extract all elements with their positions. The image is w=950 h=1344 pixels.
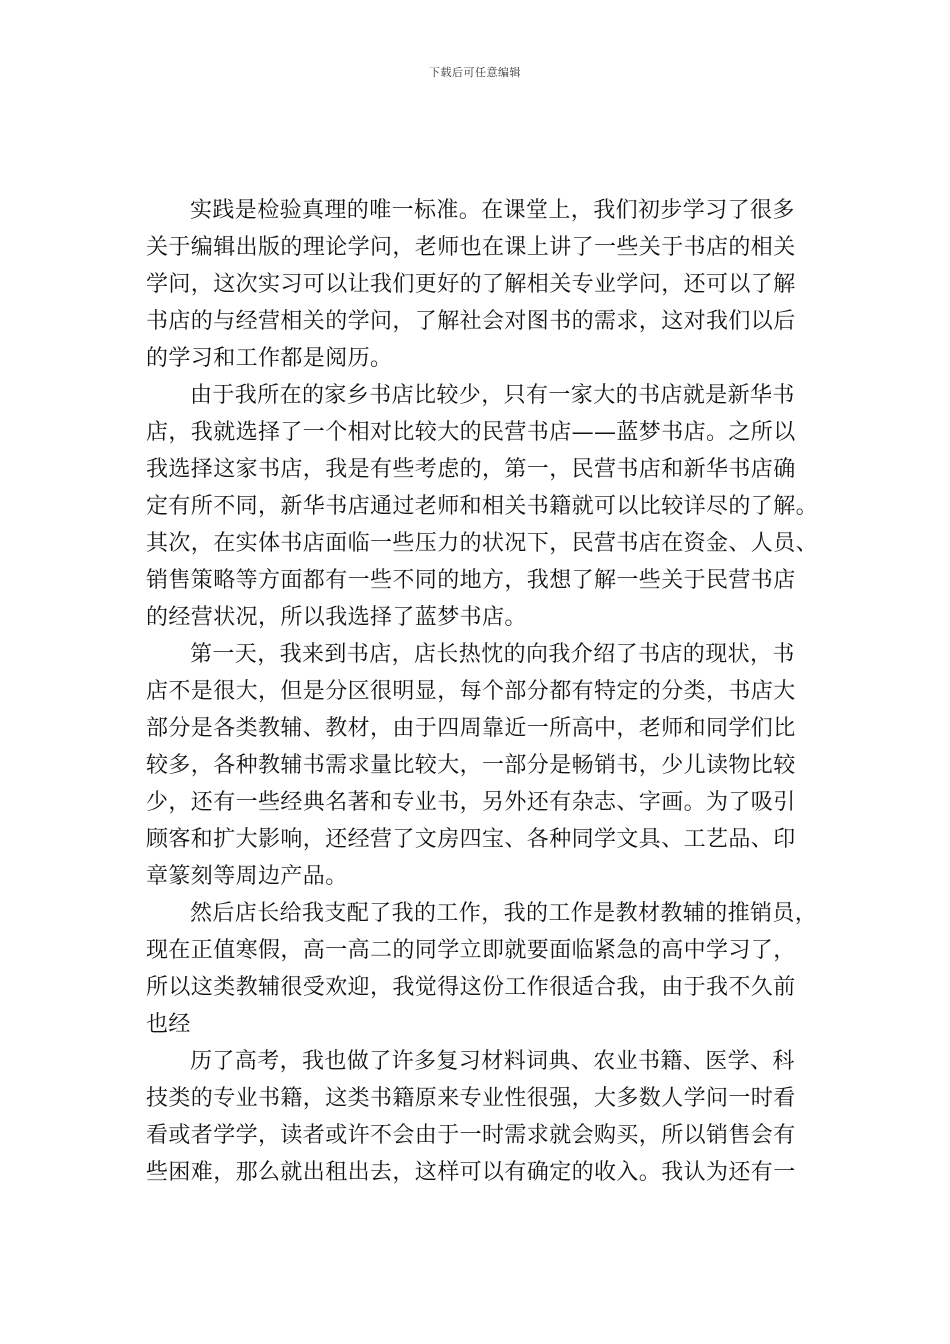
paragraph-2 [146,377,826,636]
text-line: 学问，这次实习可以让我们更好的了解相关专业学问，还可以了解 [146,272,796,297]
text-line: 历了高考，我也做了许多复习材料词典、农业书籍、医学、科 [190,1049,795,1074]
paragraph-5 [146,1043,826,1191]
text-line: 的经营状况，所以我选择了蓝梦书店。 [146,605,527,630]
text-line: 店不是很大，但是分区很明显，每个部分都有特定的分类，书店大 [146,679,796,704]
text-line: 实践是检验真理的唯一标准。在课堂上，我们初步学习了很多 [190,198,795,223]
text-line: 看或者学学，读者或许不会由于一时需求就会购买，所以销售会有 [146,1123,796,1148]
text-line: 销售策略等方面都有一些不同的地方，我想了解一些关于民营书店 [146,568,796,593]
text-line: 关于编辑出版的理论学问，老师也在课上讲了一些关于书店的相关 [146,235,796,260]
text-line: 顾客和扩大影响，还经营了文房四宝、各种同学文具、工艺品、印 [146,827,796,852]
text-line: 现在正值寒假，高一高二的同学立即就要面临紧急的高中学习了， [146,938,796,963]
text-line: 较多，各种教辅书需求量比较大，一部分是畅销书，少儿读物比较 [146,753,796,778]
text-line: 所以这类教辅很受欢迎，我觉得这份工作很适合我，由于我不久前 [146,975,796,1000]
body-text [146,192,826,1191]
paragraph-1 [146,192,826,377]
text-line: 定有所不同，新华书店通过老师和相关书籍就可以比较详尽的了解。 [146,494,819,519]
text-line: 部分是各类教辅、教材，由于四周靠近一所高中，老师和同学们比 [146,716,796,741]
text-line: 第一天，我来到书店，店长热忱的向我介绍了书店的现状，书 [190,642,795,667]
text-line: 其次，在实体书店面临一些压力的状况下，民营书店在资金、人员、 [146,531,819,556]
text-line: 技类的专业书籍，这类书籍原来专业性很强，大多数人学问一时看 [146,1086,796,1111]
paragraph-3 [146,636,826,895]
text-line: 也经 [146,1012,191,1037]
header-note: 下载后可任意编辑 [429,66,521,79]
paragraph-4 [146,895,826,1043]
text-line: 少，还有一些经典名著和专业书，另外还有杂志、字画。为了吸引 [146,790,796,815]
text-line: 然后店长给我支配了我的工作，我的工作是教材教辅的推销员， [190,901,818,926]
text-line: 些困难，那么就出租出去，这样可以有确定的收入。我认为还有一 [146,1160,796,1185]
text-line: 的学习和工作都是阅历。 [146,346,393,371]
text-line: 书店的与经营相关的学问，了解社会对图书的需求，这对我们以后 [146,309,796,334]
text-line: 我选择这家书店，我是有些考虑的，第一，民营书店和新华书店确 [146,457,796,482]
text-line: 店，我就选择了一个相对比较大的民营书店——蓝梦书店。之所以 [146,420,796,445]
text-line: 章篆刻等周边产品。 [146,864,348,889]
text-line: 由于我所在的家乡书店比较少，只有一家大的书店就是新华书 [190,383,795,408]
